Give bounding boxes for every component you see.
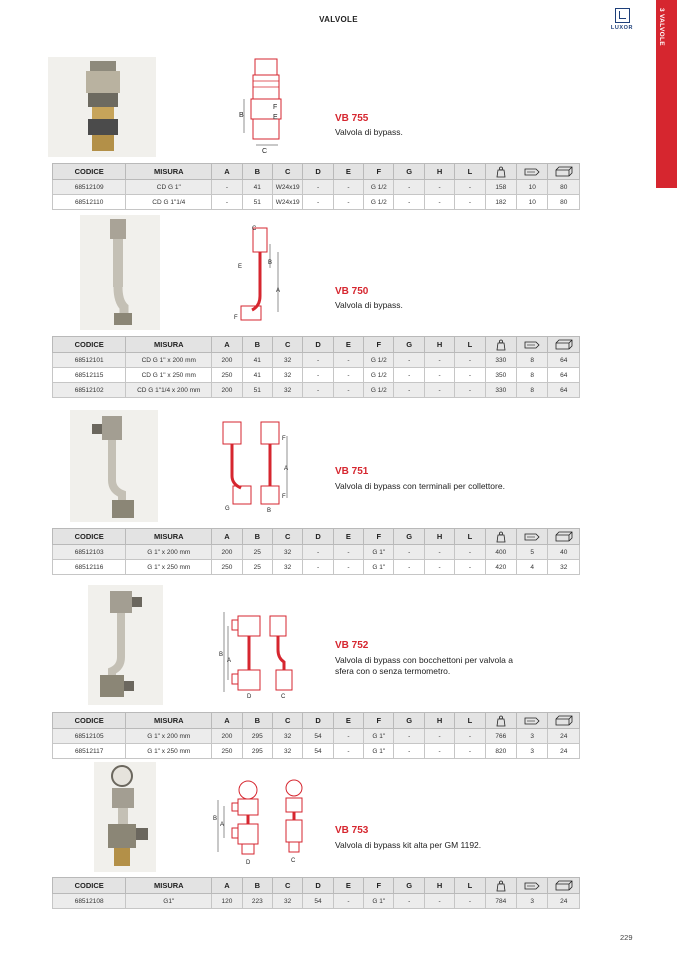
cell: 10	[517, 180, 548, 195]
cell: -	[303, 368, 333, 383]
column-header: E	[333, 337, 363, 353]
table-row	[53, 180, 580, 195]
column-header: CODICE	[53, 164, 126, 180]
cell: -	[303, 560, 333, 575]
product-photo-vb750	[80, 215, 160, 330]
cell: 68512110	[53, 195, 126, 210]
cell: CD G 1" x 250 mm	[126, 368, 212, 383]
column-header: CODICE	[53, 713, 126, 729]
product-description: Valvola di bypass.	[335, 300, 403, 310]
cell: -	[455, 560, 485, 575]
cell: -	[455, 744, 485, 759]
box-quantity-icon	[517, 529, 548, 545]
box-quantity-icon	[517, 337, 548, 353]
column-header: L	[455, 164, 485, 180]
cell: -	[212, 195, 242, 210]
cell: 766	[485, 729, 516, 744]
column-header: G	[394, 713, 424, 729]
cell: -	[394, 195, 424, 210]
cell: 330	[485, 353, 516, 368]
cell: 5	[517, 545, 548, 560]
cell: 24	[548, 744, 580, 759]
cell: -	[303, 383, 333, 398]
cell: -	[394, 383, 424, 398]
brand-name: LUXOR	[610, 25, 634, 31]
column-header: H	[424, 164, 454, 180]
column-header: D	[303, 529, 333, 545]
cell: 80	[548, 195, 580, 210]
drawing-label: C	[262, 148, 268, 155]
drawing-label: B	[267, 508, 272, 514]
cell: -	[212, 180, 242, 195]
table-header-row	[53, 878, 580, 894]
cell: -	[424, 368, 454, 383]
spec-table-vb755	[52, 163, 580, 210]
cell: 32	[272, 383, 302, 398]
cell: -	[424, 560, 454, 575]
cell: -	[303, 180, 333, 195]
cell: 51	[242, 195, 272, 210]
cell: G 1"	[364, 894, 394, 909]
cell: -	[333, 353, 363, 368]
column-header: D	[303, 164, 333, 180]
carton-icon	[548, 337, 580, 353]
column-header: L	[455, 337, 485, 353]
column-header: F	[364, 337, 394, 353]
cell: 182	[485, 195, 516, 210]
cell: 64	[548, 383, 580, 398]
technical-drawing-vb753	[212, 776, 312, 868]
cell: 158	[485, 180, 516, 195]
column-header: A	[212, 164, 242, 180]
cell: G 1"	[364, 729, 394, 744]
column-header: D	[303, 878, 333, 894]
cell: 10	[517, 195, 548, 210]
cell: 68512101	[53, 353, 126, 368]
cell: -	[394, 180, 424, 195]
cell: 200	[212, 353, 242, 368]
cell: 64	[548, 368, 580, 383]
cell: 32	[548, 560, 580, 575]
cell: 68512117	[53, 744, 126, 759]
technical-drawing-vb750	[232, 222, 296, 326]
cell: 40	[548, 545, 580, 560]
column-header: B	[242, 337, 272, 353]
column-header: H	[424, 529, 454, 545]
cell: 24	[548, 729, 580, 744]
table-row	[53, 195, 580, 210]
valve-photo-icon	[88, 585, 163, 705]
cell: -	[394, 560, 424, 575]
cell: -	[394, 368, 424, 383]
weight-icon	[485, 164, 516, 180]
column-header: E	[333, 878, 363, 894]
page-title: VALVOLE	[319, 15, 358, 24]
drawing-label: C	[291, 858, 296, 864]
product-description: Valvola di bypass con bocchettoni per valvola a sfera con o senza termometro.	[335, 655, 513, 676]
column-header: G	[394, 337, 424, 353]
cell: 420	[485, 560, 516, 575]
cell: W24x19	[272, 195, 302, 210]
cell: -	[394, 744, 424, 759]
column-header: H	[424, 878, 454, 894]
cell: 80	[548, 180, 580, 195]
product-code: VB 753	[335, 825, 369, 836]
cell: G 1"	[364, 545, 394, 560]
column-header: A	[212, 337, 242, 353]
section-tab-label: 3 VALVOLE	[658, 8, 665, 46]
drawing-label: D	[246, 860, 251, 866]
technical-drawing-vb751	[215, 414, 299, 516]
cell: -	[394, 729, 424, 744]
cell: G 1/2	[364, 353, 394, 368]
cell: 68512103	[53, 545, 126, 560]
cell: 400	[485, 545, 516, 560]
cell: 41	[242, 180, 272, 195]
valve-photo-icon	[94, 762, 156, 872]
column-header: F	[364, 713, 394, 729]
table-row	[53, 368, 580, 383]
product-photo-vb753	[94, 762, 156, 872]
cell: 200	[212, 729, 242, 744]
weight-icon	[485, 337, 516, 353]
cell: 68512109	[53, 180, 126, 195]
cell: 54	[303, 729, 333, 744]
product-photo-vb752	[88, 585, 163, 705]
cell: G 1/2	[364, 368, 394, 383]
cell: 250	[212, 368, 242, 383]
cell: -	[455, 545, 485, 560]
drawing-label: F	[282, 494, 286, 500]
table-row	[53, 729, 580, 744]
cell: -	[333, 195, 363, 210]
cell: 295	[242, 729, 272, 744]
cell: -	[424, 195, 454, 210]
cell: 68512102	[53, 383, 126, 398]
product-code: VB 750	[335, 286, 369, 297]
carton-icon	[548, 713, 580, 729]
table-row	[53, 894, 580, 909]
column-header: MISURA	[126, 337, 212, 353]
drawing-label: G	[225, 506, 230, 512]
product-description: Valvola di bypass kit alta per GM 1192.	[335, 840, 482, 850]
cell: -	[303, 545, 333, 560]
drawing-label: B	[268, 260, 273, 266]
weight-icon	[485, 529, 516, 545]
column-header: MISURA	[126, 878, 212, 894]
column-header: G	[394, 529, 424, 545]
technical-drawing-vb755	[236, 57, 284, 155]
table-row	[53, 383, 580, 398]
product-photo-vb755	[48, 57, 156, 157]
column-header: CODICE	[53, 878, 126, 894]
cell: -	[333, 894, 363, 909]
cell: -	[424, 353, 454, 368]
valve-photo-icon	[48, 57, 156, 157]
spec-table-vb750	[52, 336, 580, 398]
weight-icon	[485, 713, 516, 729]
cell: 4	[517, 560, 548, 575]
cell: -	[455, 368, 485, 383]
column-header: F	[364, 164, 394, 180]
column-header: L	[455, 713, 485, 729]
drawing-label: B	[213, 816, 218, 822]
cell: CD G 1"1/4 x 200 mm	[126, 383, 212, 398]
cell: 51	[242, 383, 272, 398]
column-header: B	[242, 164, 272, 180]
cell: 3	[517, 744, 548, 759]
cell: -	[455, 383, 485, 398]
column-header: E	[333, 529, 363, 545]
drawing-label: F	[234, 315, 238, 321]
column-header: MISURA	[126, 529, 212, 545]
table-row	[53, 744, 580, 759]
cell: G 1/2	[364, 180, 394, 195]
cell: W24x19	[272, 180, 302, 195]
cell: G 1" x 250 mm	[126, 560, 212, 575]
column-header: A	[212, 713, 242, 729]
cell: -	[455, 353, 485, 368]
column-header: G	[394, 878, 424, 894]
cell: -	[424, 180, 454, 195]
cell: -	[333, 545, 363, 560]
cell: 784	[485, 894, 516, 909]
drawing-label: A	[284, 466, 289, 472]
cell: 200	[212, 545, 242, 560]
column-header: G	[394, 164, 424, 180]
column-header: B	[242, 878, 272, 894]
table-header-row	[53, 529, 580, 545]
column-header: C	[272, 529, 302, 545]
cell: 54	[303, 744, 333, 759]
cell: 41	[242, 353, 272, 368]
page-number: 229	[620, 933, 633, 942]
drawing-label: D	[247, 694, 252, 700]
column-header: H	[424, 337, 454, 353]
column-header: L	[455, 878, 485, 894]
column-header: E	[333, 164, 363, 180]
column-header: MISURA	[126, 713, 212, 729]
brand-logo	[604, 8, 640, 36]
product-photo-vb751	[70, 410, 158, 522]
technical-drawing-vb752	[218, 606, 298, 702]
cell: 32	[272, 894, 302, 909]
box-quantity-icon	[517, 164, 548, 180]
cell: -	[333, 383, 363, 398]
spec-table-vb751	[52, 528, 580, 575]
drawing-label: C	[281, 694, 286, 700]
column-header: C	[272, 337, 302, 353]
product-code: VB 755	[335, 113, 369, 124]
column-header: H	[424, 713, 454, 729]
cell: 68512115	[53, 368, 126, 383]
cell: G 1" x 200 mm	[126, 545, 212, 560]
product-code: VB 751	[335, 466, 369, 477]
cell: 64	[548, 353, 580, 368]
column-header: B	[242, 713, 272, 729]
cell: 32	[272, 729, 302, 744]
spec-table-vb752	[52, 712, 580, 759]
cell: 25	[242, 560, 272, 575]
cell: 32	[272, 368, 302, 383]
product-description: Valvola di bypass.	[335, 127, 403, 137]
section-tab	[656, 0, 677, 188]
column-header: D	[303, 713, 333, 729]
product-code: VB 752	[335, 640, 369, 651]
column-header: C	[272, 164, 302, 180]
cell: 223	[242, 894, 272, 909]
product-description: Valvola di bypass con terminali per collettore.	[335, 481, 505, 491]
drawing-label: A	[276, 288, 281, 294]
cell: 24	[548, 894, 580, 909]
cell: -	[333, 744, 363, 759]
table-header-row	[53, 164, 580, 180]
cell: CD G 1" x 200 mm	[126, 353, 212, 368]
drawing-label: B	[239, 112, 244, 119]
column-header: MISURA	[126, 164, 212, 180]
cell: -	[424, 744, 454, 759]
cell: G 1" x 250 mm	[126, 744, 212, 759]
cell: 295	[242, 744, 272, 759]
column-header: F	[364, 529, 394, 545]
cell: G 1" x 200 mm	[126, 729, 212, 744]
drawing-label: E	[238, 264, 243, 270]
valve-photo-icon	[80, 215, 160, 330]
cell: -	[333, 180, 363, 195]
cell: 3	[517, 894, 548, 909]
cell: 8	[517, 368, 548, 383]
cell: -	[424, 545, 454, 560]
column-header: A	[212, 878, 242, 894]
cell: 250	[212, 744, 242, 759]
column-header: CODICE	[53, 337, 126, 353]
cell: -	[455, 180, 485, 195]
cell: 68512105	[53, 729, 126, 744]
cell: 54	[303, 894, 333, 909]
cell: -	[394, 894, 424, 909]
cell: -	[455, 894, 485, 909]
cell: 25	[242, 545, 272, 560]
drawing-label: F	[282, 436, 286, 442]
cell: -	[424, 894, 454, 909]
drawing-label: F	[273, 104, 278, 111]
column-header: E	[333, 713, 363, 729]
table-row	[53, 545, 580, 560]
cell: 32	[272, 560, 302, 575]
carton-icon	[548, 164, 580, 180]
column-header: CODICE	[53, 529, 126, 545]
drawing-label: A	[220, 822, 225, 828]
cell: 350	[485, 368, 516, 383]
table-header-row	[53, 337, 580, 353]
cell: -	[424, 729, 454, 744]
cell: CD G 1"	[126, 180, 212, 195]
box-quantity-icon	[517, 713, 548, 729]
cell: 41	[242, 368, 272, 383]
valve-photo-icon	[70, 410, 158, 522]
weight-icon	[485, 878, 516, 894]
cell: -	[333, 368, 363, 383]
column-header: C	[272, 878, 302, 894]
column-header: B	[242, 529, 272, 545]
cell: 32	[272, 545, 302, 560]
cell: -	[424, 383, 454, 398]
drawing-label: C	[252, 226, 257, 232]
cell: -	[303, 195, 333, 210]
cell: G 1"	[364, 744, 394, 759]
cell: 3	[517, 729, 548, 744]
column-header: D	[303, 337, 333, 353]
cell: 120	[212, 894, 242, 909]
cell: G 1/2	[364, 383, 394, 398]
cell: 250	[212, 560, 242, 575]
column-header: C	[272, 713, 302, 729]
column-header: A	[212, 529, 242, 545]
cell: 820	[485, 744, 516, 759]
cell: 68512116	[53, 560, 126, 575]
column-header: F	[364, 878, 394, 894]
cell: -	[333, 560, 363, 575]
cell: 32	[272, 353, 302, 368]
cell: 200	[212, 383, 242, 398]
carton-icon	[548, 878, 580, 894]
cell: G 1/2	[364, 195, 394, 210]
cell: G 1"	[364, 560, 394, 575]
cell: -	[455, 195, 485, 210]
cell: 8	[517, 383, 548, 398]
drawing-label: B	[219, 652, 224, 658]
carton-icon	[548, 529, 580, 545]
box-quantity-icon	[517, 878, 548, 894]
table-row	[53, 353, 580, 368]
cell: G1"	[126, 894, 212, 909]
cell: 68512108	[53, 894, 126, 909]
cell: -	[333, 729, 363, 744]
cell: -	[303, 353, 333, 368]
cell: -	[394, 353, 424, 368]
cell: 330	[485, 383, 516, 398]
table-row	[53, 560, 580, 575]
logo-icon	[615, 8, 630, 23]
cell: CD G 1"1/4	[126, 195, 212, 210]
drawing-label: A	[227, 658, 232, 664]
column-header: L	[455, 529, 485, 545]
table-header-row	[53, 713, 580, 729]
cell: -	[394, 545, 424, 560]
cell: -	[455, 729, 485, 744]
drawing-label: E	[273, 114, 278, 121]
cell: 8	[517, 353, 548, 368]
spec-table-vb753	[52, 877, 580, 909]
cell: 32	[272, 744, 302, 759]
